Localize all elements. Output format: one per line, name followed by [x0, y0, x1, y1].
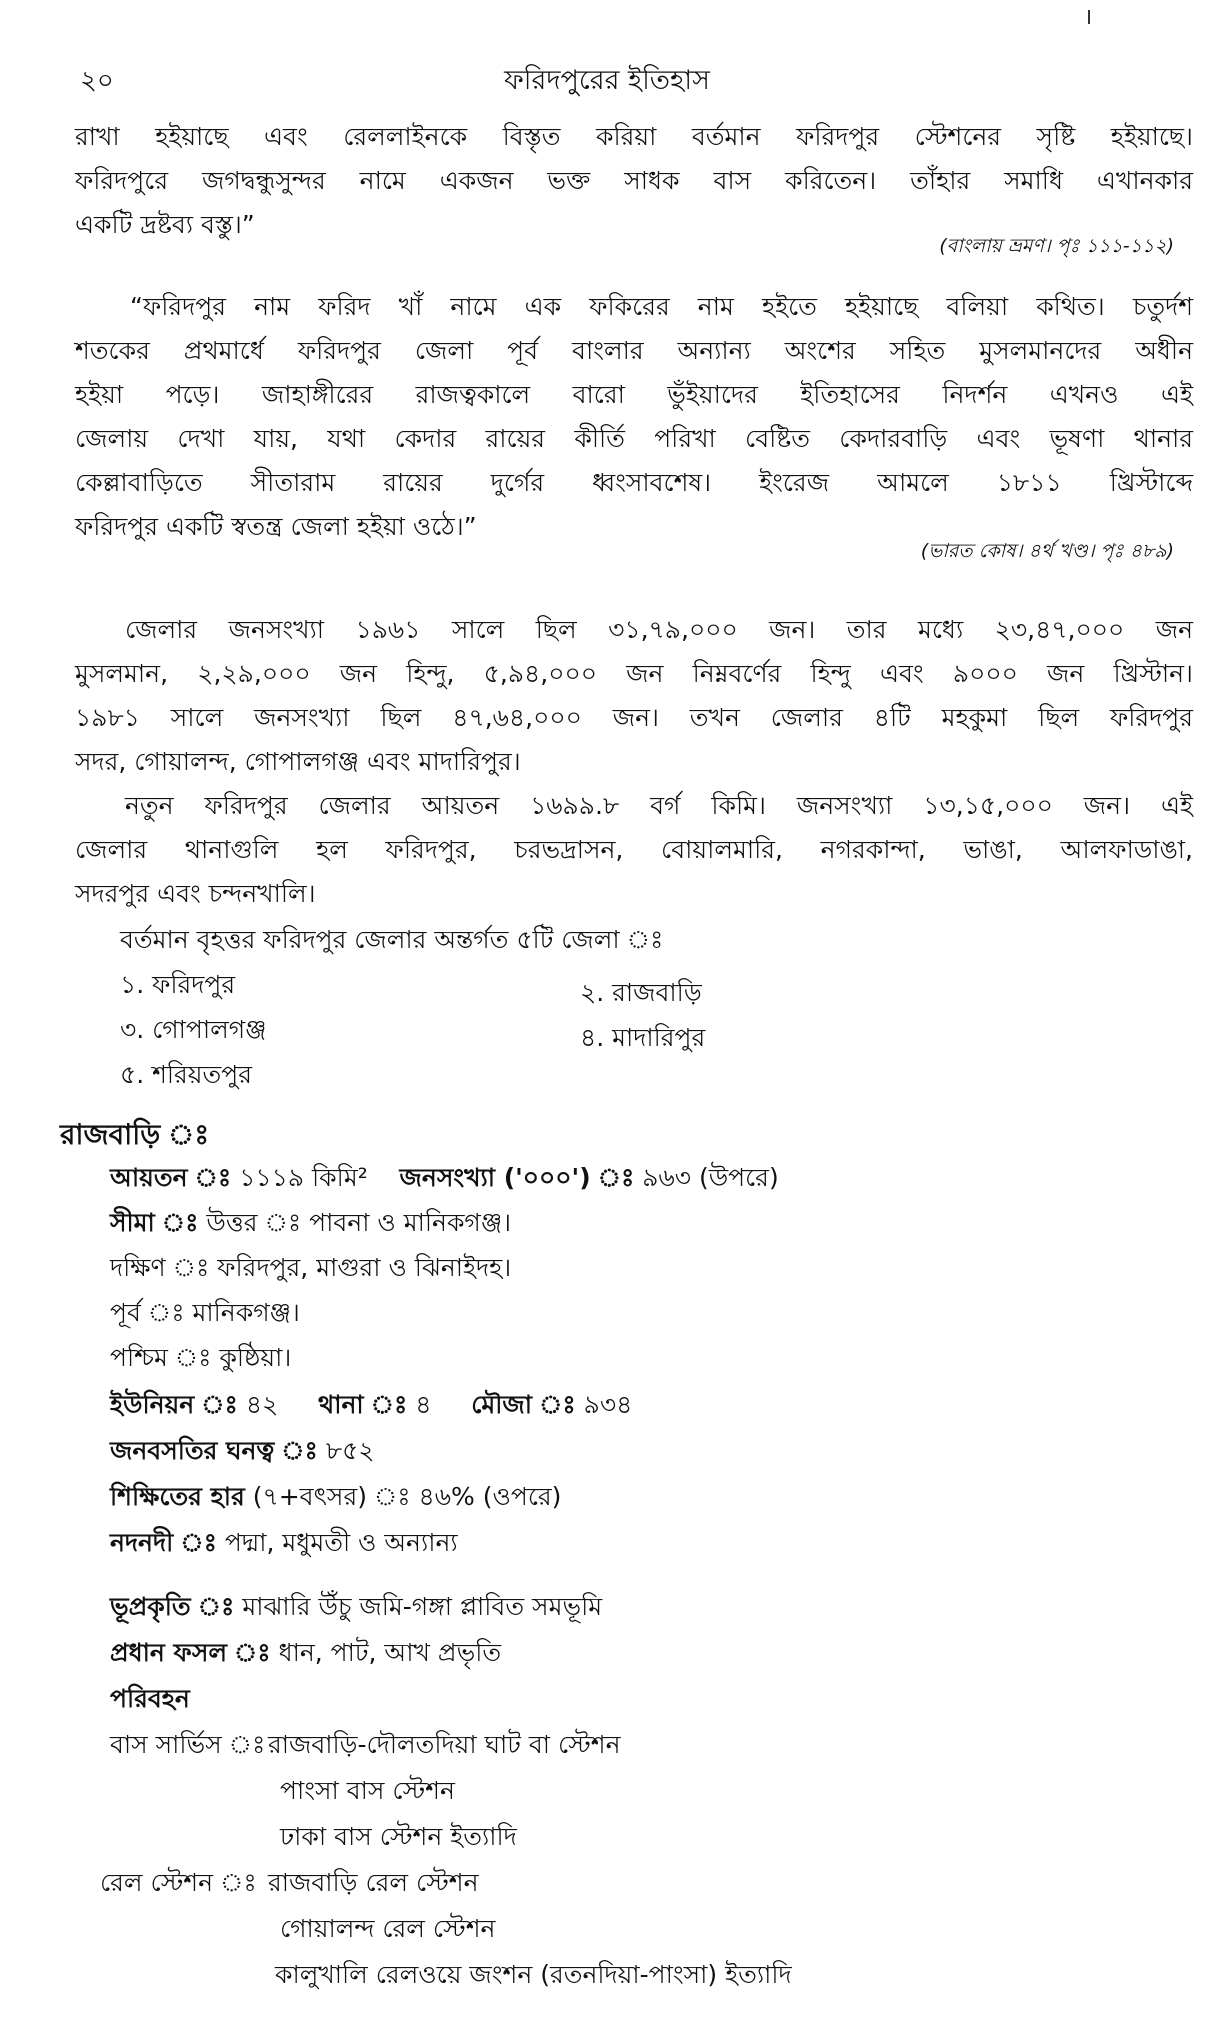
bus-item: ঢাকা বাস স্টেশন ইত্যাদি [280, 1822, 517, 1851]
literacy-row [110, 1482, 561, 1512]
scan-mark [1088, 10, 1090, 24]
union-value: ৪২ [245, 1390, 279, 1419]
district-item: ৩. গোপালগঞ্জ [120, 1015, 267, 1044]
quote1-line: একটি দ্রষ্টব্য বস্তু।” [75, 210, 255, 239]
quote2-line: কেল্লাবাড়িতে সীতারাম রায়ের দুর্গের ধ্বংসাবশেষ। ইংরেজ আমলে ১৮১১ খ্রিস্টাব্দে [75, 468, 1193, 497]
thana-label: থানা ঃ [318, 1390, 408, 1419]
para1-line: সদর, গোয়ালন্দ, গোপালগঞ্জ এবং মাদারিপুর। [75, 747, 521, 776]
bus-item: পাংসা বাস স্টেশন [280, 1776, 455, 1805]
district-item: ২. রাজবাড়ি [580, 978, 702, 1007]
quote2-line: ফরিদপুর একটি স্বতন্ত্র জেলা হইয়া ওঠে।” [75, 512, 477, 541]
bus-item: রাজবাড়ি-দৌলতদিয়া ঘাট বা স্টেশন [268, 1730, 621, 1759]
mouza-label: মৌজা ঃ [471, 1390, 576, 1419]
quote1-line: ফরিদপুরে জগদ্বন্ধুসুন্দর নামে একজন ভক্ত সাধক বাস করিতেন। তাঁহার সমাধি এখানকার [75, 166, 1193, 195]
district-item: ৫. শরিয়তপুর [120, 1060, 253, 1089]
quote2-source: (ভারত কোষ। ৪র্থ খণ্ড। পৃঃ ৪৮৯) [920, 540, 1174, 562]
area-label: আয়তন ঃ [110, 1163, 232, 1192]
rail-label: রেল স্টেশন ঃ [100, 1868, 257, 1897]
quote2-line: জেলায় দেখা যায়, যথা কেদার রায়ের কীর্তি পরিখা বেষ্টিত কেদারবাড়ি এবং ভূষণা থানার [75, 424, 1193, 453]
rivers-label: নদনদী ঃ [110, 1528, 217, 1557]
border-label: সীমা ঃ [110, 1208, 199, 1237]
para2-line: সদরপুর এবং চন্দনখালি। [75, 879, 316, 908]
union-label: ইউনিয়ন ঃ [110, 1390, 238, 1419]
rail-item: রাজবাড়ি রেল স্টেশন [268, 1868, 479, 1897]
density-row [110, 1436, 375, 1466]
para1-line: ১৯৮১ সালে জনসংখ্যা ছিল ৪৭,৬৪,০০০ জন। তখন জেলার ৪টি মহকুমা ছিল ফরিদপুর [75, 703, 1193, 732]
terrain-row [110, 1592, 602, 1622]
thana-value: ৪ [415, 1390, 432, 1419]
district-item: ৪. মাদারিপুর [580, 1023, 706, 1052]
border-east: পূর্ব ঃ মানিকগঞ্জ। [110, 1298, 300, 1327]
border-north: উত্তর ঃ পাবনা ও মানিকগঞ্জ। [206, 1208, 512, 1237]
quote1-line: রাখা হইয়াছে এবং রেললাইনকে বিস্তৃত করিয়া বর্তমান ফরিদপুর স্টেশনের সৃষ্টি হইয়াছে। [75, 122, 1193, 151]
rivers-value: পদ্মা, মধুমতী ও অন্যান্য [224, 1528, 458, 1557]
area-row [110, 1163, 779, 1193]
para1-line: জেলার জনসংখ্যা ১৯৬১ সালে ছিল ৩১,৭৯,০০০ জন। তার মধ্যে ২৩,৪৭,০০০ জন [125, 615, 1193, 644]
admin-row [110, 1390, 632, 1420]
quote2-line: শতকের প্রথমার্ধে ফরিদপুর জেলা পূর্ব বাংলার অন্যান্য অংশের সহিত মুসলমানদের অধীন [75, 336, 1193, 365]
section-title: রাজবাড়ি ঃ [60, 1118, 210, 1151]
crops-value: ধান, পাট, আখ প্রভৃতি [278, 1638, 502, 1667]
border-south: দক্ষিণ ঃ ফরিদপুর, মাগুরা ও ঝিনাইদহ। [110, 1253, 512, 1282]
bus-label: বাস সার্ভিস ঃ [110, 1730, 266, 1759]
transport-label: পরিবহন [110, 1684, 190, 1713]
quote1-source: (বাংলায় ভ্রমণ। পৃঃ ১১১-১১২) [939, 235, 1174, 257]
area-value: ১১১৯ কিমি² [239, 1163, 368, 1192]
border-west: পশ্চিম ঃ কুষ্ঠিয়া। [110, 1343, 292, 1372]
para2-line: জেলার থানাগুলি হল ফরিদপুর, চরভদ্রাসন, বোয়ালমারি, নগরকান্দা, ভাঙা, আলফাডাঙা, [75, 835, 1193, 864]
literacy-value: (৭+বৎসর) ঃ ৪৬% (ওপরে) [252, 1482, 562, 1511]
crops-label: প্রধান ফসল ঃ [110, 1638, 271, 1667]
district-item: ১. ফরিদপুর [120, 970, 236, 999]
terrain-value: মাঝারি উঁচু জমি-গঙ্গা প্লাবিত সমভূমি [242, 1592, 603, 1621]
crops-row [110, 1638, 501, 1668]
border-row [110, 1208, 511, 1238]
districts-intro: বর্তমান বৃহত্তর ফরিদপুর জেলার অন্তর্গত ৫টি জেলা ঃ [120, 925, 664, 954]
page-number: ২০ [80, 66, 114, 96]
rivers-row [110, 1528, 458, 1558]
rail-item: কালুখালি রেলওয়ে জংশন (রতনদিয়া-পাংসা) ইত্যাদি [275, 1960, 792, 1989]
rail-item: গোয়ালন্দ রেল স্টেশন [280, 1914, 496, 1943]
density-value: ৮৫২ [325, 1436, 375, 1465]
density-label: জনবসতির ঘনত্ব ঃ [110, 1436, 318, 1465]
population-value: ৯৬৩ (উপরে) [642, 1163, 779, 1192]
quote2-line: হইয়া পড়ে। জাহাঙ্গীরের রাজত্বকালে বারো ভুঁইয়াদের ইতিহাসের নিদর্শন এখনও এই [75, 380, 1193, 409]
para2-line: নতুন ফরিদপুর জেলার আয়তন ১৬৯৯.৮ বর্গ কিমি। জনসংখ্যা ১৩,১৫,০০০ জন। এই [125, 791, 1193, 820]
mouza-value: ৯৩৪ [583, 1390, 633, 1419]
terrain-label: ভূপ্রকৃতি ঃ [110, 1592, 235, 1621]
quote2-line: “ফরিদপুর নাম ফরিদ খাঁ নামে এক ফকিরের নাম হইতে হইয়াছে বলিয়া কথিত। চতুর্দশ [130, 292, 1193, 321]
literacy-label: শিক্ষিতের হার [110, 1482, 245, 1511]
running-title: ফরিদপুরের ইতিহাস [504, 65, 710, 96]
para1-line: মুসলমান, ২,২৯,০০০ জন হিন্দু, ৫,৯৪,০০০ জন নিম্নবর্ণের হিন্দু এবং ৯০০০ জন খ্রিস্টান। [75, 659, 1193, 688]
population-label: জনসংখ্যা ('০০০') ঃ [399, 1163, 635, 1192]
